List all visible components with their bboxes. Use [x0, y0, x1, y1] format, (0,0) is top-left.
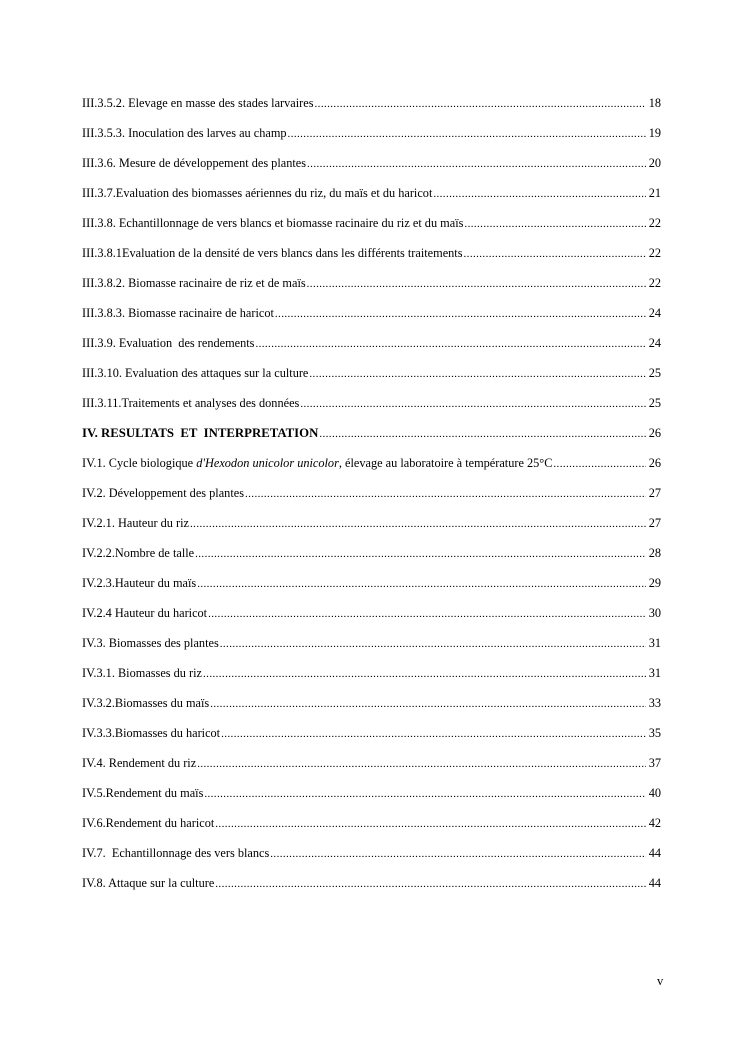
leader-dots — [307, 275, 646, 294]
toc-entry-title: IV.4. Rendement du riz — [82, 754, 197, 773]
toc-entry-cycle[interactable] — [82, 454, 661, 473]
leader-dots — [195, 545, 646, 564]
leader-dots — [315, 95, 646, 114]
leader-dots — [220, 635, 646, 654]
toc-entry[interactable] — [82, 784, 661, 803]
toc-entry-title: IV.2.3.Hauteur du maïs — [82, 574, 197, 593]
leader-dots — [309, 365, 645, 384]
toc-entry[interactable] — [82, 154, 661, 173]
toc-entry-page: 31 — [648, 636, 661, 650]
toc-entry[interactable] — [82, 94, 661, 113]
toc-entry[interactable] — [82, 394, 661, 413]
toc-entry[interactable] — [82, 754, 661, 773]
toc-entry-page: 44 — [648, 876, 661, 890]
toc-entry-page: 21 — [648, 186, 661, 200]
toc-entry[interactable] — [82, 574, 661, 593]
toc-entry-title: IV.2.4 Hauteur du haricot — [82, 604, 208, 623]
toc-entry-title: III.3.8.1Evaluation de la densité de vers blancs dans les différents traitements — [82, 244, 464, 263]
toc-entry[interactable] — [82, 664, 661, 683]
toc-entry[interactable] — [82, 514, 661, 533]
toc-entry-page: 33 — [648, 696, 661, 710]
toc-entry-page: 40 — [648, 786, 661, 800]
toc-entry-page: 44 — [648, 846, 661, 860]
toc-entry-title: III.3.5.2. Elevage en masse des stades larvaires — [82, 94, 315, 113]
toc-entry-page: 18 — [648, 96, 661, 110]
toc-heading-iv[interactable] — [82, 424, 661, 443]
toc-entry-page: 25 — [648, 366, 661, 380]
leader-dots — [553, 455, 645, 474]
toc-entry-title: III.3.8. Echantillonnage de vers blancs et biomasse racinaire du riz et du maïs — [82, 214, 464, 233]
toc-entry[interactable] — [82, 484, 661, 503]
cycle-species-name: d'Hexodon unicolor unicolor — [196, 456, 339, 470]
toc-entry-page: 31 — [648, 666, 661, 680]
toc-entry[interactable] — [82, 244, 661, 263]
leader-dots — [215, 875, 645, 894]
cycle-suffix: , élevage au laboratoire à température 25°C — [338, 456, 553, 470]
toc-entry-title: III.3.5.3. Inoculation des larves au champ — [82, 124, 288, 143]
leader-dots — [208, 605, 646, 624]
toc-entry-page: 22 — [648, 276, 661, 290]
toc-entry-title: III.3.11.Traitements et analyses des données — [82, 394, 300, 413]
toc-entry-title: III.3.7.Evaluation des biomasses aériennes du riz, du maïs et du haricot — [82, 184, 433, 203]
toc-entry-page: 29 — [648, 576, 661, 590]
toc-entry-title: III.3.6. Mesure de développement des plantes — [82, 154, 307, 173]
toc-entry-title: IV.8. Attaque sur la culture — [82, 874, 215, 893]
toc-entry[interactable] — [82, 274, 661, 293]
leader-dots — [300, 395, 645, 414]
toc-entry-title: IV.3.2.Biomasses du maïs — [82, 694, 210, 713]
toc-entry-title: III.3.8.3. Biomasse racinaire de haricot — [82, 304, 275, 323]
toc-entry[interactable] — [82, 724, 661, 743]
leader-dots — [275, 305, 646, 324]
toc-entry[interactable] — [82, 844, 661, 863]
leader-dots — [270, 845, 645, 864]
toc-entry-page: 26 — [648, 456, 661, 470]
leader-dots — [210, 695, 646, 714]
leader-dots — [221, 725, 646, 744]
toc-entry[interactable] — [82, 184, 661, 203]
toc-entry[interactable] — [82, 544, 661, 563]
toc-entry[interactable] — [82, 364, 661, 383]
cycle-prefix: IV.1. Cycle biologique — [82, 456, 197, 470]
toc-entry-title: IV.5.Rendement du maïs — [82, 784, 204, 803]
leader-dots — [255, 335, 645, 354]
leader-dots — [319, 425, 645, 444]
leader-dots — [433, 185, 645, 204]
toc-entry[interactable] — [82, 304, 661, 323]
toc-entry-page: 27 — [648, 486, 661, 500]
toc-entry-page: 24 — [648, 336, 661, 350]
leader-dots — [190, 515, 646, 534]
toc-entry-page: 30 — [648, 606, 661, 620]
toc-entry-page: 42 — [648, 816, 661, 830]
toc-entry-title: IV.2.2.Nombre de talle — [82, 544, 195, 563]
toc-entry-title: IV.3. Biomasses des plantes — [82, 634, 220, 653]
page-number-footer: v — [657, 974, 664, 988]
toc-entry-title: III.3.8.2. Biomasse racinaire de riz et de maïs — [82, 274, 307, 293]
toc-entry-page: 20 — [648, 156, 661, 170]
toc-entry[interactable] — [82, 634, 661, 653]
leader-dots — [464, 215, 645, 234]
toc-heading-title: IV. RESULTATS ET INTERPRETATION — [82, 424, 319, 443]
toc-heading-page: 26 — [648, 426, 661, 440]
leader-dots — [215, 815, 645, 834]
toc-entry-page: 35 — [648, 726, 661, 740]
leader-dots — [204, 785, 645, 804]
leader-dots — [307, 155, 646, 174]
toc-entry-page: 22 — [648, 246, 661, 260]
toc-entry-title: IV.6.Rendement du haricot — [82, 814, 215, 833]
leader-dots — [197, 575, 646, 594]
toc-entry-title: IV.2.1. Hauteur du riz — [82, 514, 190, 533]
toc-entry[interactable] — [82, 874, 661, 893]
toc-entry-page: 37 — [648, 756, 661, 770]
toc-entry-page: 22 — [648, 216, 661, 230]
toc-entry-title: III.3.10. Evaluation des attaques sur la culture — [82, 364, 309, 383]
leader-dots — [245, 485, 646, 504]
toc-entry[interactable] — [82, 604, 661, 623]
leader-dots — [288, 125, 646, 144]
toc-entry-title: IV.2. Développement des plantes — [82, 484, 245, 503]
toc-entry-page: 19 — [648, 126, 661, 140]
toc-entry[interactable] — [82, 334, 661, 353]
toc-entry-page: 28 — [648, 546, 661, 560]
leader-dots — [203, 665, 646, 684]
toc-entry-title: IV.3.1. Biomasses du riz — [82, 664, 203, 683]
table-of-contents — [82, 94, 661, 904]
toc-entry[interactable] — [82, 214, 661, 233]
leader-dots — [464, 245, 646, 264]
toc-entry-page: 25 — [648, 396, 661, 410]
leader-dots — [197, 755, 646, 774]
toc-entry-page: 24 — [648, 306, 661, 320]
toc-entry-title — [82, 454, 553, 473]
toc-entry-title: IV.3.3.Biomasses du haricot — [82, 724, 221, 743]
toc-entry[interactable] — [82, 694, 661, 713]
toc-entry-title: III.3.9. Evaluation des rendements — [82, 334, 255, 353]
toc-entry-title: IV.7. Echantillonnage des vers blancs — [82, 844, 270, 863]
toc-entry[interactable] — [82, 124, 661, 143]
toc-entry-page: 27 — [648, 516, 661, 530]
toc-entry[interactable] — [82, 814, 661, 833]
